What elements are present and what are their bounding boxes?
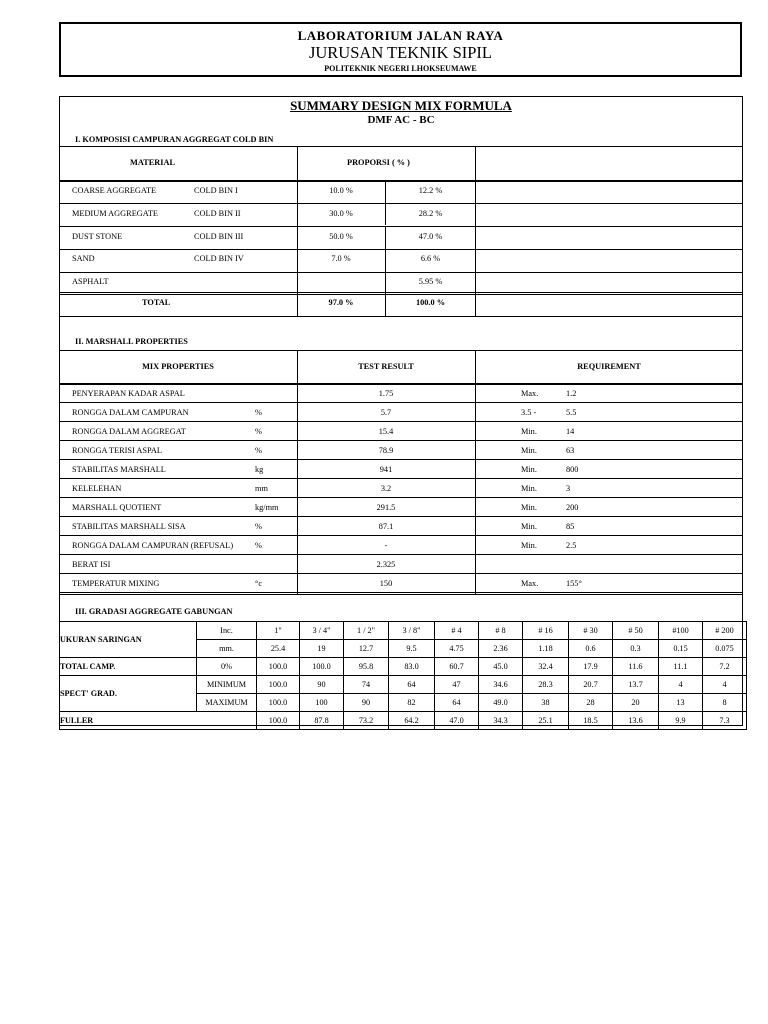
grid-line: [59, 146, 743, 147]
property-unit: %: [255, 408, 262, 417]
minimum-value: 74: [344, 676, 389, 694]
grid-line: [59, 272, 743, 273]
sieve-size-inch: # 16: [523, 622, 569, 640]
sieve-size-mm: 12.7: [344, 640, 389, 658]
proporsi-header: PROPORSI ( % ): [347, 158, 410, 167]
inch-unit: Inc.: [197, 622, 257, 640]
fuller-value: 100.0: [257, 712, 300, 730]
requirement-value: 3: [566, 484, 571, 493]
property-unit: mm: [255, 484, 268, 493]
material-name: ASPHALT: [72, 277, 109, 286]
requirement-value: 1.2: [566, 389, 577, 398]
fuller-row: [60, 712, 747, 730]
total-camp-percent: 0%: [197, 658, 257, 676]
grid-line: [59, 535, 743, 536]
summary-subtitle: DMF AC - BC: [367, 114, 435, 126]
fuller-value: 87.8: [300, 712, 344, 730]
total-camp-value: 17.9: [569, 658, 613, 676]
grid-line: [297, 146, 298, 316]
property-name: RONGGA DALAM CAMPURAN (REFUSAL): [72, 541, 234, 550]
maximum-value: 28: [569, 694, 613, 712]
property-name: STABILITAS MARSHALL SISA: [72, 522, 186, 531]
section2-heading: II. MARSHALL PROPERTIES: [75, 337, 188, 346]
summary-title: SUMMARY DESIGN MIX FORMULA: [290, 98, 512, 113]
spec-grad-label: SPECT' GRAD.: [60, 676, 197, 712]
sieve-size-mm: 0.075: [703, 640, 747, 658]
total-camp-value: 95.8: [344, 658, 389, 676]
cold-bin-label: COLD BIN II: [194, 209, 241, 218]
maximum-value: 82: [389, 694, 435, 712]
total-value-1: 97.0 %: [328, 298, 354, 307]
grid-line: [59, 478, 743, 479]
property-result: 150: [379, 579, 393, 588]
section3-heading: III. GRADASI AGGREGATE GABUNGAN: [75, 607, 233, 616]
grid-line: [59, 440, 743, 441]
minimum-value: 4: [659, 676, 703, 694]
requirement-value: 14: [566, 427, 575, 436]
sieve-inch-row: [60, 622, 747, 640]
requirement-type: Max.: [521, 389, 539, 398]
material-name: DUST STONE: [72, 232, 123, 241]
fuller-value: 13.6: [613, 712, 659, 730]
material-header: MATERIAL: [130, 158, 176, 167]
requirement-type: Min.: [521, 427, 537, 436]
fuller-value: 64.2: [389, 712, 435, 730]
maximum-value: 20: [613, 694, 659, 712]
requirement-value: 800: [566, 465, 579, 474]
requirement-value: 155°: [566, 579, 582, 588]
grid-line: [475, 350, 476, 594]
sieve-size-inch: # 200: [703, 622, 747, 640]
minimum-value: 34.6: [479, 676, 523, 694]
maximum-label: MAXIMUM: [197, 694, 257, 712]
property-name: KELELEHAN: [72, 484, 122, 493]
cold-bin-label: COLD BIN III: [194, 232, 244, 241]
fuller-value: 34.3: [479, 712, 523, 730]
grid-line: [59, 383, 743, 385]
requirement-value: 5.5: [566, 408, 577, 417]
maximum-value: 8: [703, 694, 747, 712]
fuller-value: 73.2: [344, 712, 389, 730]
minimum-value: 47: [435, 676, 479, 694]
total-camp-row: [60, 658, 747, 676]
maximum-value: 49.0: [479, 694, 523, 712]
property-name: STABILITAS MARSHALL: [72, 465, 166, 474]
proporsi-value-1: 10.0 %: [329, 186, 353, 195]
grid-line: [59, 592, 743, 593]
grid-line: [59, 402, 743, 403]
property-result: 78.9: [378, 446, 394, 455]
total-camp-label: TOTAL CAMP.: [60, 658, 197, 676]
property-unit: %: [255, 522, 262, 531]
fuller-value: 9.9: [659, 712, 703, 730]
property-name: RONGGA TERISI ASPAL: [72, 446, 162, 455]
grid-line: [59, 421, 743, 422]
minimum-value: 90: [300, 676, 344, 694]
total-camp-value: 7.2: [703, 658, 747, 676]
sieve-size-inch: # 30: [569, 622, 613, 640]
grid-line: [59, 554, 743, 555]
minimum-value: 4: [703, 676, 747, 694]
requirement-value: 200: [566, 503, 579, 512]
requirement-type: 3.5 -: [521, 408, 537, 417]
sieve-size-inch: # 4: [435, 622, 479, 640]
material-name: MEDIUM AGGREGATE: [72, 209, 158, 218]
requirement-type: Min.: [521, 503, 537, 512]
requirement-header: REQUIREMENT: [577, 362, 641, 371]
maximum-value: 100: [300, 694, 344, 712]
total-camp-value: 83.0: [389, 658, 435, 676]
property-unit: %: [255, 541, 262, 550]
sieve-size-mm: 4.75: [435, 640, 479, 658]
sieve-size-inch: # 8: [479, 622, 523, 640]
maximum-value: 13: [659, 694, 703, 712]
minimum-value: 100.0: [257, 676, 300, 694]
maximum-value: 64: [435, 694, 479, 712]
cold-bin-label: COLD BIN IV: [194, 254, 244, 263]
grid-line: [59, 573, 743, 574]
property-name: PENYERAPAN KADAR ASPAL: [72, 389, 185, 398]
total-camp-value: 11.6: [613, 658, 659, 676]
requirement-type: Min.: [521, 541, 537, 550]
grid-line: [59, 594, 743, 595]
property-result: 5.7: [380, 408, 392, 417]
property-unit: kg: [255, 465, 264, 474]
property-unit: %: [255, 427, 262, 436]
grid-line: [59, 294, 743, 295]
requirement-type: Max.: [521, 579, 539, 588]
total-value-2: 100.0 %: [415, 298, 446, 307]
sieve-size-mm: 1.18: [523, 640, 569, 658]
school-name: POLITEKNIK NEGERI LHOKSEUMAWE: [324, 64, 477, 73]
grid-line: [59, 497, 743, 498]
sieve-size-inch: 1": [257, 622, 300, 640]
maximum-value: 90: [344, 694, 389, 712]
material-name: SAND: [72, 254, 95, 263]
property-result: 2.325: [376, 560, 396, 569]
sieve-size-inch: 3 / 8": [389, 622, 435, 640]
fuller-value: 47.0: [435, 712, 479, 730]
proporsi-value-2: 28.2 %: [418, 209, 443, 218]
requirement-value: 2.5: [566, 541, 577, 550]
grid-line: [59, 292, 743, 293]
property-name: BERAT ISI: [72, 560, 111, 569]
sieve-size-mm: 2.36: [479, 640, 523, 658]
proporsi-value-1: 7.0 %: [331, 254, 351, 263]
sieve-size-mm: 19: [300, 640, 344, 658]
section1-heading: I. KOMPOSISI CAMPURAN AGGREGAT COLD BIN: [75, 135, 274, 144]
fuller-label: FULLER: [60, 712, 257, 730]
property-result: -: [384, 541, 388, 550]
fuller-value: 18.5: [569, 712, 613, 730]
header-box: [59, 22, 742, 77]
sieve-size-mm: 0.6: [569, 640, 613, 658]
total-camp-value: 32.4: [523, 658, 569, 676]
ukuran-saringan-label: UKURAN SARINGAN: [60, 622, 197, 658]
total-camp-value: 100.0: [300, 658, 344, 676]
sieve-size-mm: 9.5: [389, 640, 435, 658]
property-result: 3.2: [380, 484, 392, 493]
total-camp-value: 100.0: [257, 658, 300, 676]
proporsi-value-2: 12.2 %: [418, 186, 443, 195]
requirement-value: 63: [566, 446, 575, 455]
property-unit: °c: [255, 579, 263, 588]
sieve-size-mm: 25.4: [257, 640, 300, 658]
grid-line: [59, 459, 743, 460]
sieve-size-inch: 3 / 4": [300, 622, 344, 640]
requirement-type: Min.: [521, 446, 537, 455]
sieve-size-inch: 1 / 2": [344, 622, 389, 640]
property-unit: %: [255, 446, 262, 455]
total-camp-value: 60.7: [435, 658, 479, 676]
proporsi-value-1: 50.0 %: [329, 232, 353, 241]
proporsi-value-2: 6.6 %: [420, 254, 441, 263]
proporsi-value-2: 47.0 %: [418, 232, 443, 241]
sieve-size-mm: 0.3: [613, 640, 659, 658]
maximum-value: 100.0: [257, 694, 300, 712]
grid-line: [59, 350, 743, 351]
minimum-value: 64: [389, 676, 435, 694]
property-name: RONGGA DALAM CAMPURAN: [72, 408, 189, 417]
sieve-size-inch: # 50: [613, 622, 659, 640]
test-result-header: TEST RESULT: [358, 362, 414, 371]
requirement-type: Min.: [521, 522, 537, 531]
grid-line: [59, 203, 743, 204]
proporsi-value-2: 5.95 %: [418, 277, 443, 286]
grid-line: [59, 316, 743, 317]
grid-line: [59, 249, 743, 250]
sieve-size-inch: #100: [659, 622, 703, 640]
property-name: MARSHALL QUOTIENT: [72, 503, 162, 512]
minimum-label: MINIMUM: [197, 676, 257, 694]
property-result: 291.5: [376, 503, 396, 512]
material-name: COARSE AGGREGATE: [72, 186, 157, 195]
property-result: 941: [379, 465, 393, 474]
fuller-value: 25.1: [523, 712, 569, 730]
property-name: TEMPERATUR MIXING: [72, 579, 160, 588]
property-unit: kg/mm: [255, 503, 279, 512]
grid-line: [475, 146, 476, 316]
minimum-value: 13.7: [613, 676, 659, 694]
spec-min-row: [60, 676, 747, 694]
minimum-value: 28.3: [523, 676, 569, 694]
gradation-table: [59, 621, 747, 730]
cold-bin-label: COLD BIN I: [194, 186, 238, 195]
grid-line: [59, 516, 743, 517]
property-name: RONGGA DALAM AGGREGAT: [72, 427, 186, 436]
grid-line: [59, 226, 743, 227]
total-label: TOTAL: [142, 298, 171, 307]
mm-unit: mm.: [197, 640, 257, 658]
property-result: 15.4: [378, 427, 394, 436]
minimum-value: 20.7: [569, 676, 613, 694]
grid-line: [59, 180, 743, 182]
requirement-type: Min.: [521, 465, 537, 474]
sieve-size-mm: 0.15: [659, 640, 703, 658]
requirement-value: 85: [566, 522, 575, 531]
mix-properties-header: MIX PROPERTIES: [142, 362, 214, 371]
total-camp-value: 45.0: [479, 658, 523, 676]
property-result: 87.1: [378, 522, 394, 531]
fuller-value: 7.3: [703, 712, 747, 730]
maximum-value: 38: [523, 694, 569, 712]
department-name: JURUSAN TEKNIK SIPIL: [308, 43, 493, 62]
requirement-type: Min.: [521, 484, 537, 493]
property-result: 1.75: [378, 389, 394, 398]
total-camp-value: 11.1: [659, 658, 703, 676]
proporsi-value-1: 30.0 %: [329, 209, 353, 218]
lab-name: LABORATORIUM JALAN RAYA: [297, 28, 504, 43]
